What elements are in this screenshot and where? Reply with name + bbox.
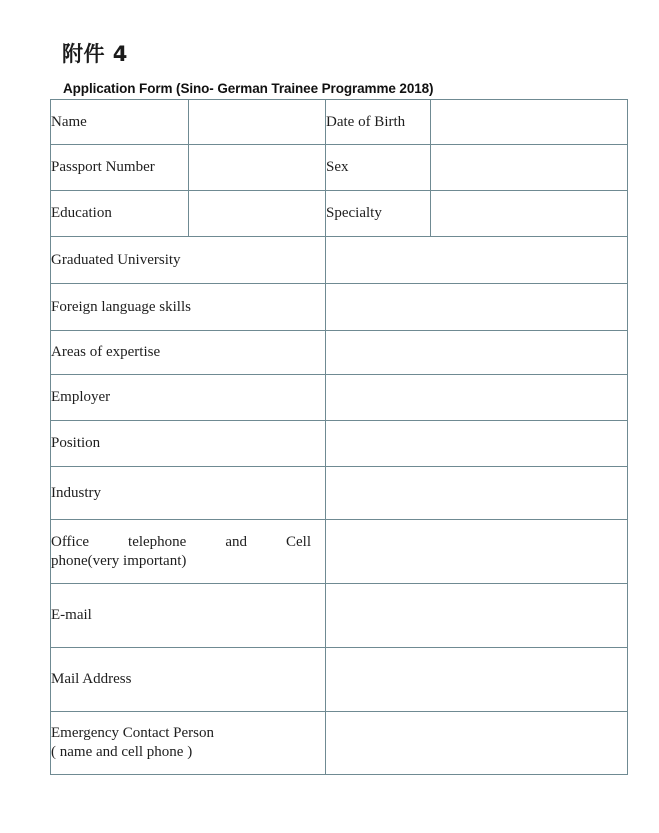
field-label-emergency-contact-person [51, 712, 326, 775]
field-value-name[interactable] [189, 100, 326, 145]
field-value-date-of-birth[interactable] [431, 100, 628, 145]
table-row [51, 191, 628, 237]
field-label-position: Position [51, 421, 326, 467]
field-label-office-telephone-cell-phone [51, 520, 326, 584]
field-value-office-telephone-cell-phone[interactable] [326, 520, 628, 584]
field-value-email[interactable] [326, 584, 628, 648]
table-row [51, 520, 628, 584]
field-value-graduated-university[interactable] [326, 237, 628, 284]
field-label-sex: Sex [326, 145, 431, 191]
field-label-passport-number: Passport Number [51, 145, 189, 191]
label-line-2: phone(very important) [51, 552, 187, 569]
table-row [51, 284, 628, 331]
label-line-1: Office telephone and Cell [51, 533, 311, 550]
form-title: Application Form (Sino- German Trainee Programme 2018) [63, 81, 434, 96]
field-label-email: E-mail [51, 584, 326, 648]
application-form-table [50, 99, 628, 775]
table-row [51, 100, 628, 145]
field-label-name: Name [51, 100, 189, 145]
field-value-education[interactable] [189, 191, 326, 237]
table-row [51, 648, 628, 712]
field-value-specialty[interactable] [431, 191, 628, 237]
attachment-label: 附件 4 [62, 42, 128, 66]
field-value-mail-address[interactable] [326, 648, 628, 712]
table-row [51, 375, 628, 421]
table-row [51, 421, 628, 467]
field-label-foreign-language-skills: Foreign language skills [51, 284, 326, 331]
field-value-foreign-language-skills[interactable] [326, 284, 628, 331]
field-value-emergency-contact-person[interactable] [326, 712, 628, 775]
field-value-areas-of-expertise[interactable] [326, 331, 628, 375]
table-row [51, 584, 628, 648]
field-label-specialty: Specialty [326, 191, 431, 237]
field-value-employer[interactable] [326, 375, 628, 421]
table-row [51, 712, 628, 775]
field-label-areas-of-expertise: Areas of expertise [51, 331, 326, 375]
field-label-education: Education [51, 191, 189, 237]
field-label-employer: Employer [51, 375, 326, 421]
label-line-2: ( name and cell phone ) [51, 744, 193, 760]
table-row [51, 331, 628, 375]
table-row [51, 145, 628, 191]
table-row [51, 237, 628, 284]
field-label-mail-address: Mail Address [51, 648, 326, 712]
field-value-industry[interactable] [326, 467, 628, 520]
field-value-sex[interactable] [431, 145, 628, 191]
label-line-1: Emergency Contact Person [51, 725, 215, 742]
field-value-position[interactable] [326, 421, 628, 467]
table-row [51, 467, 628, 520]
field-value-passport-number[interactable] [189, 145, 326, 191]
field-label-date-of-birth: Date of Birth [326, 100, 431, 145]
field-label-industry: Industry [51, 467, 326, 520]
field-label-graduated-university: Graduated University [51, 237, 326, 284]
